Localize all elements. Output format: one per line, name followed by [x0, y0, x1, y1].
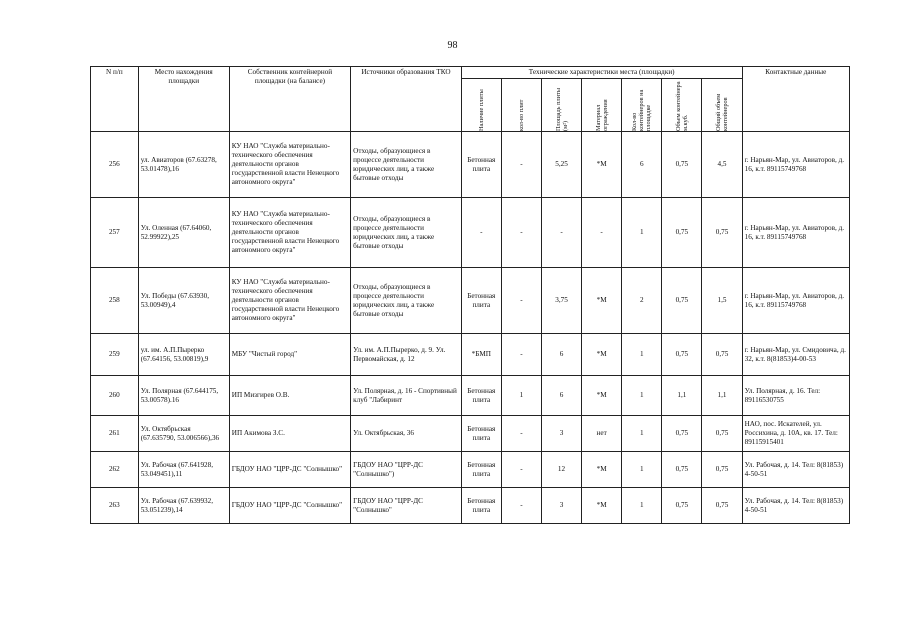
cell-location: ул. Авиаторов (67.63278, 53.01478),16 [138, 132, 229, 198]
sites-table [90, 66, 850, 524]
header-contacts: Контактные данные [742, 67, 849, 132]
cell-area: 3 [541, 488, 581, 524]
cell-owner: ГБДОУ НАО "ЦРР-ДС "Солнышко" [229, 488, 350, 524]
cell-owner: КУ НАО "Служба материально-технического обеспечения деятельности органов государственной власти Ненецкого автономного округа" [229, 132, 350, 198]
cell-contacts: НАО, пос. Искателей, ул. Россихина, д. 10А, кв. 17. Тел: 89115915401 [742, 416, 849, 452]
cell-containers: 1 [622, 198, 662, 268]
cell-containers: 1 [622, 334, 662, 376]
cell-area: 3,75 [541, 268, 581, 334]
cell-sources: Ул. Полярная, д. 16 - Спортивный клуб "Лабиринт [351, 376, 462, 416]
cell-plate-count: - [501, 132, 541, 198]
cell-material: *М [582, 488, 622, 524]
cell-volume: 1,1 [662, 376, 702, 416]
subheader-cell: Общий объем контейнеров [702, 79, 742, 132]
subheader-cell: кол-во плит [501, 79, 541, 132]
cell-num: 261 [91, 416, 139, 452]
cell-total-volume: 0,75 [702, 198, 742, 268]
table-row [91, 268, 850, 334]
cell-num: 257 [91, 198, 139, 268]
cell-contacts: Ул. Рабочая, д. 14. Тел: 8(81853) 4-50-51 [742, 488, 849, 524]
cell-plate: Бетонная плита [461, 488, 501, 524]
cell-total-volume: 1,1 [702, 376, 742, 416]
cell-location: ул. им. А.П.Пырерко (67.64156, 53.00819),9 [138, 334, 229, 376]
cell-sources: Ул. им. А.П.Пырерко, д. 9. Ул. Первомайская, д. 12 [351, 334, 462, 376]
cell-sources: Отходы, образующиеся в процессе деятельности юридических лиц, а также бытовые отходы [351, 198, 462, 268]
page-number: 98 [447, 40, 458, 51]
cell-contacts: г. Нарьян-Мар, ул. Авиаторов, д. 16, к.т. 89115749768 [742, 132, 849, 198]
subheader-cell: Кол-во контейнеров на площадке [622, 79, 662, 132]
cell-volume: 0,75 [662, 334, 702, 376]
cell-contacts: г. Нарьян-Мар, ул. Смидовича, д. 32, к.т. 8(81853)4-00-53 [742, 334, 849, 376]
cell-location: Ул. Полярная (67.644175, 53.00578).16 [138, 376, 229, 416]
cell-sources: ГБДОУ НАО "ЦРР-ДС "Солнышко") [351, 452, 462, 488]
subheader-cell: Объем контейнера м.куб. [662, 79, 702, 132]
cell-volume: 0,75 [662, 132, 702, 198]
cell-plate: Бетонная плита [461, 452, 501, 488]
cell-owner: ГБДОУ НАО "ЦРР-ДС "Солнышко" [229, 452, 350, 488]
cell-material: *М [582, 268, 622, 334]
cell-volume: 0,75 [662, 268, 702, 334]
cell-volume: 0,75 [662, 198, 702, 268]
cell-num: 256 [91, 132, 139, 198]
cell-sources: ГБДОУ НАО "ЦРР-ДС "Солнышко" [351, 488, 462, 524]
subheader-cell: Наличие плиты [461, 79, 501, 132]
cell-containers: 1 [622, 488, 662, 524]
cell-total-volume: 0,75 [702, 488, 742, 524]
cell-owner: ИП Мизгирев О.В. [229, 376, 350, 416]
cell-plate: Бетонная плита [461, 268, 501, 334]
cell-containers: 1 [622, 376, 662, 416]
cell-area: 6 [541, 334, 581, 376]
cell-volume: 0,75 [662, 452, 702, 488]
cell-num: 263 [91, 488, 139, 524]
cell-location: Ул. Рабочая (67.639932, 53.051239),14 [138, 488, 229, 524]
cell-total-volume: 0,75 [702, 416, 742, 452]
cell-owner: КУ НАО "Служба материально-технического обеспечения деятельности органов государственной власти Ненецкого автономного округа" [229, 268, 350, 334]
table-row [91, 376, 850, 416]
cell-total-volume: 0,75 [702, 452, 742, 488]
cell-contacts: г. Нарьян-Мар, ул. Авиаторов, д. 16, к.т. 89115749768 [742, 198, 849, 268]
cell-num: 258 [91, 268, 139, 334]
cell-containers: 1 [622, 416, 662, 452]
header-location: Место нахождения площадки [138, 67, 229, 132]
cell-material: нет [582, 416, 622, 452]
cell-plate: Бетонная плита [461, 132, 501, 198]
cell-plate-count: - [501, 452, 541, 488]
cell-area: - [541, 198, 581, 268]
cell-owner: ИП Акимова З.С. [229, 416, 350, 452]
cell-containers: 1 [622, 452, 662, 488]
cell-owner: МБУ "Чистый город" [229, 334, 350, 376]
cell-total-volume: 4,5 [702, 132, 742, 198]
cell-area: 12 [541, 452, 581, 488]
header-tech: Технические характеристики места (площадки) [461, 67, 742, 79]
cell-sources: Отходы, образующиеся в процессе деятельности юридических лиц, а также бытовые отходы [351, 268, 462, 334]
cell-plate-count: - [501, 416, 541, 452]
table-row [91, 416, 850, 452]
cell-material: *М [582, 132, 622, 198]
cell-plate: Бетонная плита [461, 416, 501, 452]
cell-plate-count: - [501, 198, 541, 268]
cell-total-volume: 1,5 [702, 268, 742, 334]
cell-total-volume: 0,75 [702, 334, 742, 376]
cell-sources: Отходы, образующиеся в процессе деятельности юридических лиц, а также бытовые отходы [351, 132, 462, 198]
cell-location: Ул. Рабочая (67.641928, 53.049451),11 [138, 452, 229, 488]
cell-area: 6 [541, 376, 581, 416]
cell-plate-count: - [501, 334, 541, 376]
cell-plate-count: - [501, 268, 541, 334]
cell-num: 260 [91, 376, 139, 416]
cell-num: 262 [91, 452, 139, 488]
cell-contacts: Ул. Полярная, д. 16. Тел: 89116530755 [742, 376, 849, 416]
cell-contacts: Ул. Рабочая, д. 14. Тел: 8(81853) 4-50-51 [742, 452, 849, 488]
cell-area: 3 [541, 416, 581, 452]
cell-plate: *БМП [461, 334, 501, 376]
cell-material: - [582, 198, 622, 268]
cell-contacts: г. Нарьян-Мар, ул. Авиаторов, д. 16, к.т. 89115749768 [742, 268, 849, 334]
cell-location: Ул. Победы (67.63930, 53.00949),4 [138, 268, 229, 334]
cell-plate-count: - [501, 488, 541, 524]
subheader-cell: Площадь плиты (м²) [541, 79, 581, 132]
cell-plate: Бетонная плита [461, 376, 501, 416]
header-row [91, 67, 850, 79]
cell-location: Ул. Октябрьская (67.635790, 53.006566),36 [138, 416, 229, 452]
cell-plate: - [461, 198, 501, 268]
table-row [91, 132, 850, 198]
cell-volume: 0,75 [662, 416, 702, 452]
cell-material: *М [582, 452, 622, 488]
cell-area: 5,25 [541, 132, 581, 198]
cell-num: 259 [91, 334, 139, 376]
subheader-cell: Материал ограждения [582, 79, 622, 132]
table-row [91, 198, 850, 268]
cell-containers: 2 [622, 268, 662, 334]
cell-plate-count: 1 [501, 376, 541, 416]
cell-owner: КУ НАО "Служба материально-технического обеспечения деятельности органов государственной власти Ненецкого автономного округа" [229, 198, 350, 268]
cell-material: *М [582, 376, 622, 416]
table-row [91, 452, 850, 488]
table-row [91, 334, 850, 376]
table-row [91, 488, 850, 524]
cell-location: Ул. Оленная (67.64060, 52.99922),25 [138, 198, 229, 268]
header-sources: Источники образования ТКО [351, 67, 462, 132]
header-owner: Собственник контейнерной площадки (на балансе) [229, 67, 350, 132]
cell-sources: Ул. Октябрьская, 36 [351, 416, 462, 452]
cell-material: *М [582, 334, 622, 376]
header-num: N п/п [91, 67, 139, 132]
cell-containers: 6 [622, 132, 662, 198]
cell-volume: 0,75 [662, 488, 702, 524]
